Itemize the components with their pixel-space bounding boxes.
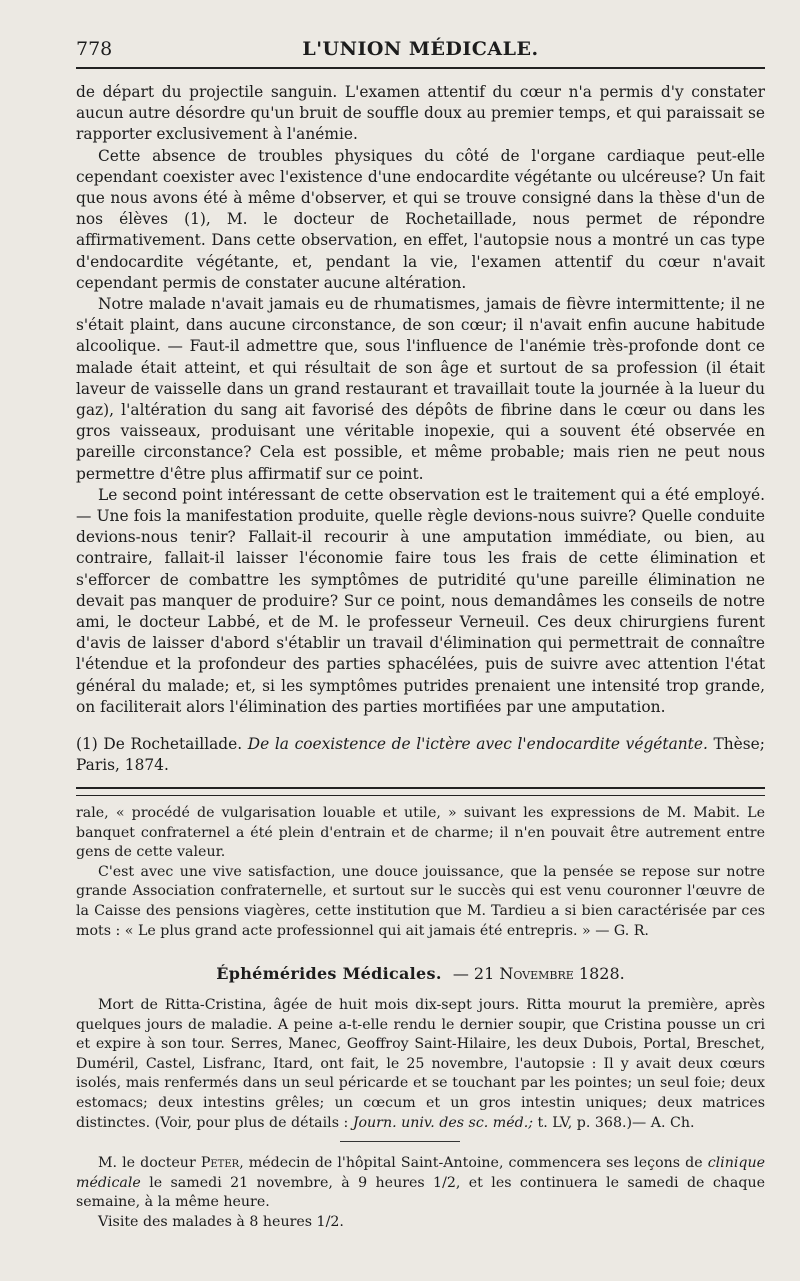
notice-name: Peter (200, 1155, 240, 1171)
ephemerides-paragraph (76, 996, 765, 1133)
notice-lead: M. le docteur (98, 1155, 196, 1171)
ephemerides-date (453, 964, 625, 983)
notice-visit: Visite des malades à 8 heures 1/2. (98, 1213, 344, 1230)
footnote-prefix: (1) De Rochetaillade. (76, 735, 243, 754)
footnote (76, 734, 765, 776)
ephemerides-date-month: Novembre (499, 964, 574, 983)
page-number: 778 (76, 38, 113, 60)
body-paragraph: Notre malade n'avait jamais eu de rhumatismes, jamais de fièvre intermittente; il ne s'était plaint, dans aucune circonstance, de son cœur; il n'avait enfin aucune habitude alcoolique. — Faut-il admettre que, sous l'influence de l'anémie très-profonde dont ce malade était atteint, et qui résultait de son âge et surtout de sa profession (il était laveur de vaisselle dans un grand restaurant et travaillait toute la journée à la lueur du gaz), l'altération du sang ait favorisé des dépôts de fibrine dans le cœur ou dans les gros vaisseaux, produisant une véritable inopexie, qui a souvent été observée en pareille circonstance? Cela est possible, et même probable; mais rien ne peut nous permettre d'être plus affirmatif sur ce point. (76, 295, 765, 483)
ephemerides-reference: Journ. univ. des sc. méd.; (352, 1114, 534, 1131)
chronicle-paragraph: rale, « procédé de vulgarisation louable et utile, » suivant les expressions de M. Mabit. Le banquet confraternel a été plein d'entrain et de charme; il n'en pouvait être autrement entre gens de cette valeur. (76, 805, 765, 861)
chronicle-text (76, 804, 765, 941)
page-header (76, 36, 765, 76)
ephemerides-heading (76, 964, 765, 983)
short-divider (340, 1141, 460, 1142)
ephemerides-text-end: t. LV, p. 368.)— A. Ch. (537, 1114, 695, 1131)
running-title: L'UNION MÉDICALE. (302, 38, 539, 60)
notice-text-end: le samedi 21 novembre, à 9 heures 1/2, et les continuera le samedi de chaque semaine, à la même heure. (76, 1174, 765, 1211)
chronicle-paragraph (76, 863, 765, 941)
ephemerides-title: Éphémérides Médicales. (216, 964, 442, 983)
ephemerides-date-year: 1828. (578, 964, 625, 983)
notice-italic: clinique médicale (76, 1155, 765, 1191)
footnote-suffix: Thèse; Paris, 1874. (76, 735, 765, 775)
ephemerides-body (76, 996, 765, 1133)
body-paragraph: de départ du projectile sanguin. L'examen attentif du cœur n'a permis d'y constater aucun autre désordre qu'un bruit de souffle doux au premier temps, et qui paraissait se rapporter exclusivement à l'anémie. (76, 83, 765, 144)
body-paragraph: Le second point intéressant de cette observation est le traitement qui a été employé. — Une fois la manifestation produite, quelle règle devions-nous suivre? Quelle conduite devions-nous tenir? Fallait-il recourir à une amputation immédiate, ou bien, au contraire, fallait-il laisser l'économie faire tous les frais de cette élimination et s'efforcer de combattre les symptômes de putridité qu'une pareille élimination ne devait pas manquer de produire? Sur ce point, nous demandâmes les conseils de notre ami, le docteur Labbé, et de M. le professeur Verneuil. Ces deux chirurgiens furent d'avis de laisser d'abord s'établir un travail d'élimination qui permettrait de connaître l'étendue et la profondeur des parties sphacélées, puis de suivre avec attention l'état général du malade; et, si les symptômes putrides prenaient une intensité trop grande, on faciliterait alors l'élimination des parties mortifiées par une amputation. (76, 485, 765, 716)
header-rule (76, 67, 765, 69)
section-divider (76, 787, 765, 796)
ephemerides-text: Mort de Ritta-Cristina, âgée de huit mois dix-sept jours. Ritta mourut la première, après quelques jours de maladie. A peine a-t-elle rendu le dernier soupir, que Cristina pousse un cri et expire à son tour. Serres, Manec, Geoffroy Saint-Hilaire, les deux Dubois, Portal, Breschet, Duméril, Castel, Lisfranc, Itard, ont fait, le 25 novembre, l'autopsie : Il y avait deux cœurs isolés, mais renfermés dans un seul péricarde et se touchant par les pointes; un seul foie; deux estomacs; deux intestins grêles; un cœcum et un gros intestin uniques; deux matrices distinctes. (Voir, pour plus de détails : (76, 997, 765, 1131)
chronicle-paragraph-text: C'est avec une vive satisfaction, une douce jouissance, que la pensée se repose sur notre grande Association confraternelle, et surtout sur le succès qui est venu couronner l'œuvre de la Caisse des pensions viagères, cette institution que M. Tardieu a si bien caractérisée par ces mots : « Le plus grand acte professionnel qui ait jamais été entrepris. » — (76, 863, 765, 939)
notice-text: , médecin de l'hôpital Saint-Antoine, commencera ses leçons de (239, 1155, 703, 1171)
chronicle-signature: G. R. (613, 922, 649, 939)
notice-paragraph (76, 1154, 765, 1213)
notice-block (76, 1154, 765, 1232)
body-paragraph: Cette absence de troubles physiques du côté de l'organe cardiaque peut-elle cependant coexister avec l'existence d'une endocardite végétante ou ulcéreuse? Un fait que nous avons été à même d'observer, et qui se trouve consigné dans la thèse d'un de nos élèves (1), M. le docteur de Rochetaillade, nous permet de répondre affirmativement. Dans cette observation, en effet, l'autopsie nous a montré un cas type d'endocardite végétante, et, pendant la vie, l'examen attentif du cœur n'avait cependant permis de constater aucune altération. (76, 146, 765, 292)
footnote-title: De la coexistence de l'ictère avec l'endocardite végétante. (247, 735, 708, 754)
ephemerides-date-prefix: — 21 (452, 964, 495, 983)
article-body (76, 82, 765, 777)
